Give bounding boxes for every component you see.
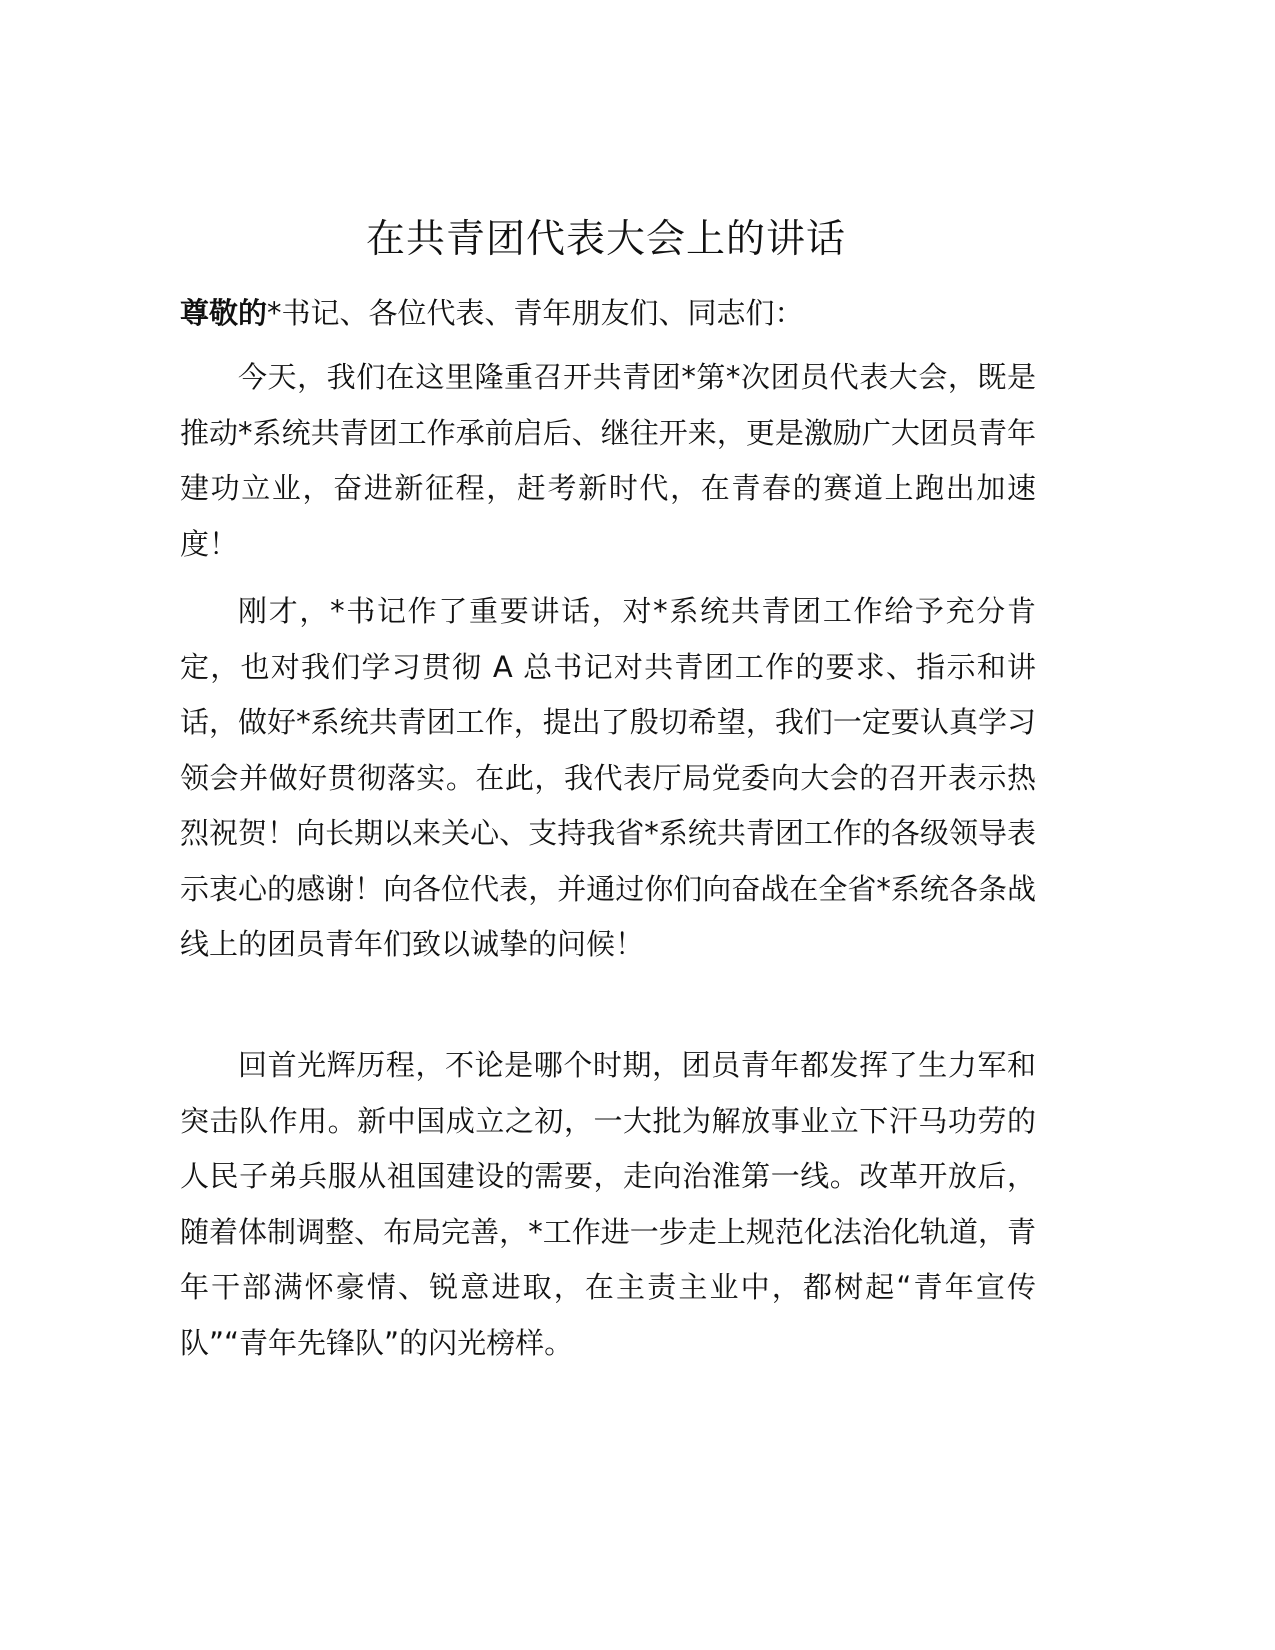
salutation-rest: *书记、各位代表、青年朋友们、同志们： [267, 296, 804, 330]
paragraph-1: 今天，我们在这里隆重召开共青团*第*次团员代表大会，既是推动*系统共青团工作承前启后、继往开来，更是激励广大团员青年建功立业，奋进新征程，赶考新时代，在青春的赛道上跑出加速度！ [180, 360, 1036, 561]
document-title: 在共青团代表大会上的讲话 [365, 217, 846, 262]
paragraph-2: 刚才，*书记作了重要讲话，对*系统共青团工作给予充分肯定，也对我们学习贯彻 A 总书记对共青团工作的要求、指示和讲话，做好*系统共青团工作，提出了殷切希望，我们一定要认真学习领会并做好贯彻落实。在此，我代表厅局党委向大会的召开表示热烈祝贺！向长期以来关心、支持我省*系统共青团工作的各级领导表示衷心的感谢！向各位代表，并通过你们向奋战在全省*系统各条战线上的团员青年们致以诚挚的问候！ [180, 594, 1036, 961]
salutation [180, 285, 1040, 341]
salutation-lead: 尊敬的 [180, 296, 268, 330]
paragraph-3: 回首光辉历程，不论是哪个时期，团员青年都发挥了生力军和突击队作用。新中国成立之初，一大批为解放事业立下汗马功劳的人民子弟兵服从祖国建设的需要，走向治淮第一线。改革开放后，随着体制调整、布局完善，*工作进一步走上规范化法治化轨道，青年干部满怀豪情、锐意进取，在主责主业中，都树起“青年宣传队”“青年先锋队”的闪光榜样。 [180, 1048, 1036, 1360]
